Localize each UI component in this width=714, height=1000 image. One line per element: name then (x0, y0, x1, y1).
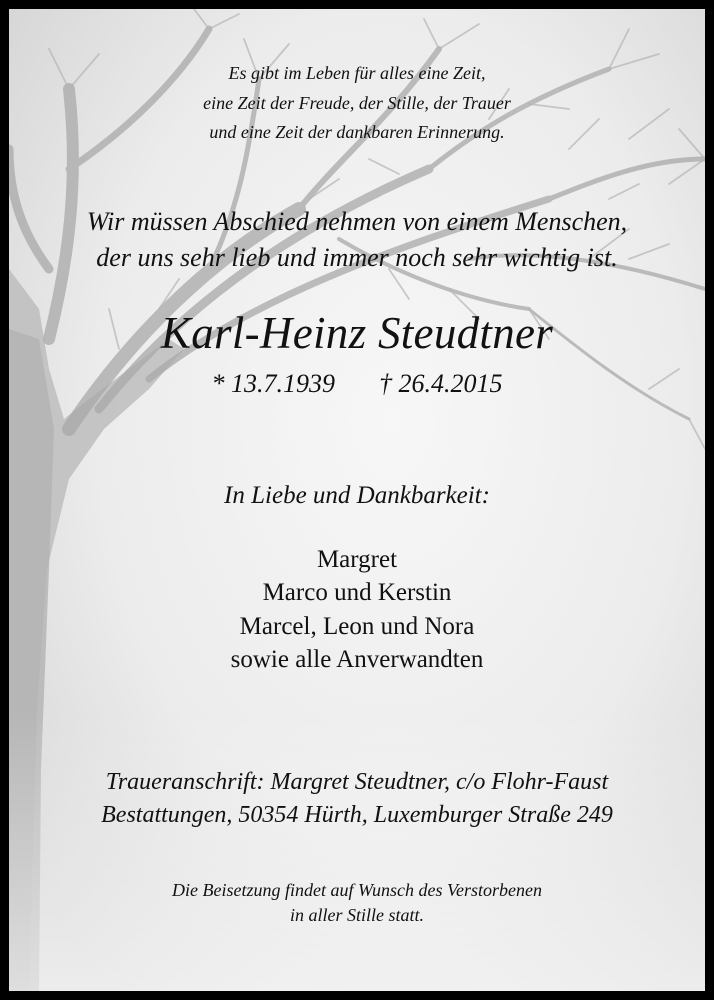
life-dates (9, 369, 705, 399)
intro-line-2: eine Zeit der Freude, der Stille, der Trauer (203, 93, 511, 113)
quote-line-1: Wir müssen Abschied nehmen von einem Menschen, (86, 207, 628, 236)
intro-line-3: und eine Zeit der dankbaren Erinnerung. (209, 122, 505, 142)
deceased-name: Karl-Heinz Steudtner (160, 308, 554, 358)
address-line-1: Traueranschrift: Margret Steudtner, c/o Flohr-Faust (105, 769, 609, 795)
intro-line-1: Es gibt im Leben für alles eine Zeit, (228, 63, 486, 83)
birth-date: * 13.7.1939 (211, 369, 335, 398)
mourner-2: Marco und Kerstin (262, 579, 452, 606)
note-line-2: in aller Stille statt. (290, 905, 424, 925)
address-line-2: Bestattungen, 50354 Hürth, Luxemburger Straße 249 (101, 802, 613, 828)
quote-line-2: der uns sehr lieb und immer noch sehr wichtig ist. (96, 243, 618, 272)
note-line-1: Die Beisetzung findet auf Wunsch des Verstorbenen (172, 880, 542, 900)
mourner-1: Margret (316, 546, 398, 573)
dedication: In Liebe und Dankbarkeit: (224, 482, 490, 509)
mourner-3: Marcel, Leon und Nora (239, 613, 475, 640)
obituary-text (9, 9, 705, 991)
death-date: † 26.4.2015 (379, 369, 503, 398)
mourner-4: sowie alle Anverwandten (230, 646, 484, 673)
